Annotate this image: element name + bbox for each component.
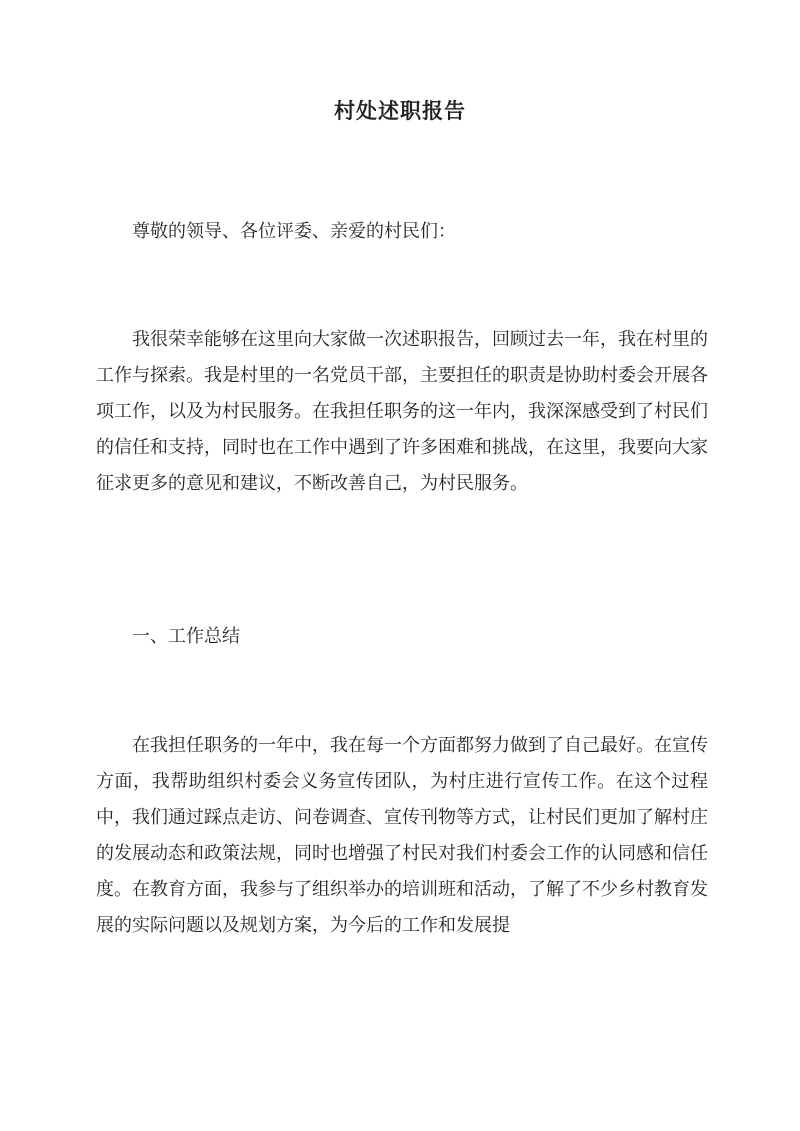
section-heading: 一、工作总结 (132, 626, 240, 647)
document-title: 村处述职报告 (334, 98, 466, 123)
greeting-paragraph: 尊敬的领导、各位评委、亲爱的村民们： (132, 221, 456, 242)
summary-paragraph: 在我担任职务的一年中，我在每一个方面都努力做到了自己最好。在宣传方面，我帮助组织村委会义务宣传团队，为村庄进行宣传工作。在这个过程中，我们通过踩点走访、问卷调查、宣传刊物等方式，让村民们更加了解村庄的发展动态和政策法规，同时也增强了村民对我们村委会工作的认同感和信任度。在教育方面，我参与了组织举办的培训班和活动，了解了不少乡村教育发展的实际问题以及规划方案，为今后的工作和发展提 (96, 735, 708, 936)
intro-paragraph: 我很荣幸能够在这里向大家做一次述职报告，回顾过去一年，我在村里的工作与探索。我是村里的一名党员干部，主要担任的职责是协助村委会开展各项工作，以及为村民服务。在我担任职务的这一年内，我深深感受到了村民们的信任和支持，同时也在工作中遇到了许多困难和挑战，在这里，我要向大家征求更多的意见和建议，不断改善自己，为村民服务。 (96, 329, 708, 494)
